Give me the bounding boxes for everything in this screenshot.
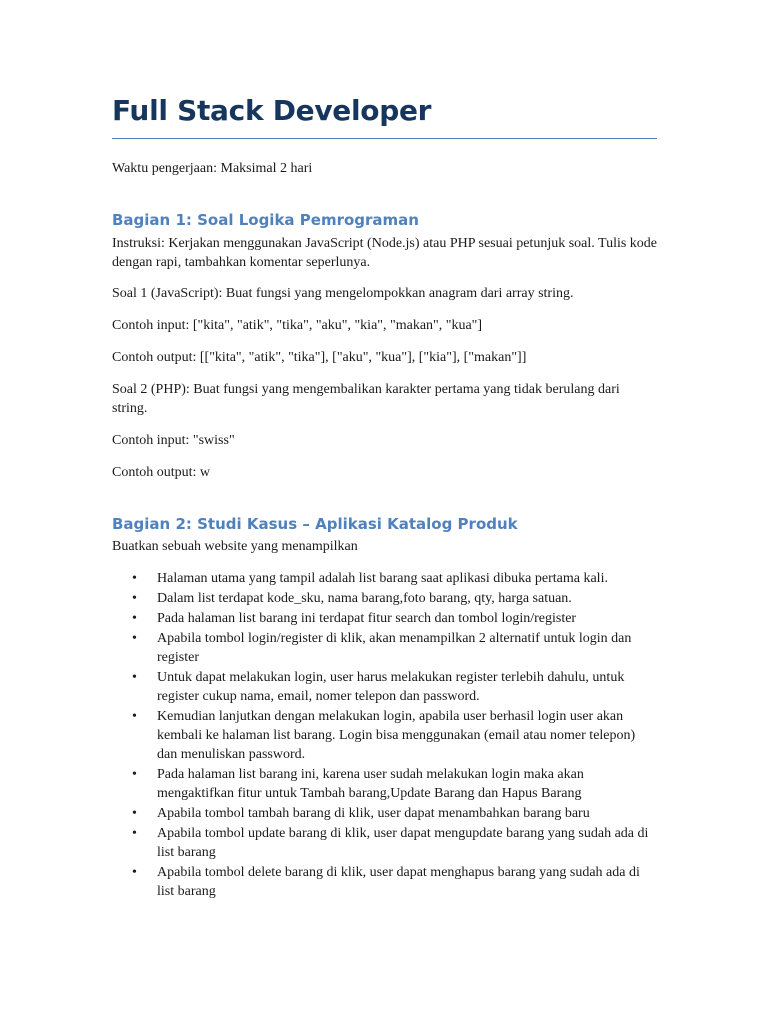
question2-example-output: Contoh output: w xyxy=(112,464,211,480)
section2-heading: Bagian 2: Studi Kasus – Aplikasi Katalog Produk xyxy=(112,514,518,533)
list-item: • Apabila tombol tambah barang di klik, user dapat menambahkan barang baru xyxy=(112,804,657,823)
document-title: Full Stack Developer xyxy=(112,92,657,139)
question1-example-input: Contoh input: ["kita", "atik", "tika", "aku", "kia", "makan", "kua"] xyxy=(112,317,483,333)
question2-example-input: Contoh input: "swiss" xyxy=(112,432,235,448)
question2-text: Soal 2 (PHP): Buat fungsi yang mengembalikan karakter pertama yang tidak berulang dari string. xyxy=(112,381,620,416)
list-item: • Kemudian lanjutkan dengan melakukan login, apabila user berhasil login user akan kembali ke halaman list barang. Login bisa menggunakan (email atau nomer telepon) dan menuliskan password. xyxy=(112,707,657,764)
section2-intro: Buatkan sebuah website yang menampilkan xyxy=(112,538,358,554)
time-limit-text: Waktu pengerjaan: Maksimal 2 hari xyxy=(112,160,313,176)
list-item: • Dalam list terdapat kode_sku, nama barang,foto barang, qty, harga satuan. xyxy=(112,589,657,608)
list-item: • Pada halaman list barang ini terdapat fitur search dan tombol login/register xyxy=(112,609,657,628)
list-item: • Apabila tombol update barang di klik, user dapat mengupdate barang yang sudah ada di list barang xyxy=(112,824,657,862)
question1-example-output: Contoh output: [["kita", "atik", "tika"], ["aku", "kua"], ["kia"], ["makan"]] xyxy=(112,349,527,365)
list-item: • Pada halaman list barang ini, karena user sudah melakukan login maka akan mengaktifkan fitur untuk Tambah barang,Update Barang dan Hapus Barang xyxy=(112,765,657,803)
document-page xyxy=(112,92,657,902)
section1-instruction: Instruksi: Kerjakan menggunakan JavaScript (Node.js) atau PHP sesuai petunjuk soal. Tulis kode dengan rapi, tambahkan komentar seperlunya. xyxy=(112,235,658,270)
requirements-list xyxy=(112,569,657,901)
question1-text: Soal 1 (JavaScript): Buat fungsi yang mengelompokkan anagram dari array string. xyxy=(112,285,574,301)
section1-heading: Bagian 1: Soal Logika Pemrograman xyxy=(112,210,419,229)
list-item: • Halaman utama yang tampil adalah list barang saat aplikasi dibuka pertama kali. xyxy=(112,569,657,588)
list-item: • Apabila tombol delete barang di klik, user dapat menghapus barang yang sudah ada di list barang xyxy=(112,863,657,901)
list-item: • Apabila tombol login/register di klik, akan menampilkan 2 alternatif untuk login dan register xyxy=(112,629,657,667)
list-item: • Untuk dapat melakukan login, user harus melakukan register terlebih dahulu, untuk register cukup nama, email, nomer telepon dan password. xyxy=(112,668,657,706)
